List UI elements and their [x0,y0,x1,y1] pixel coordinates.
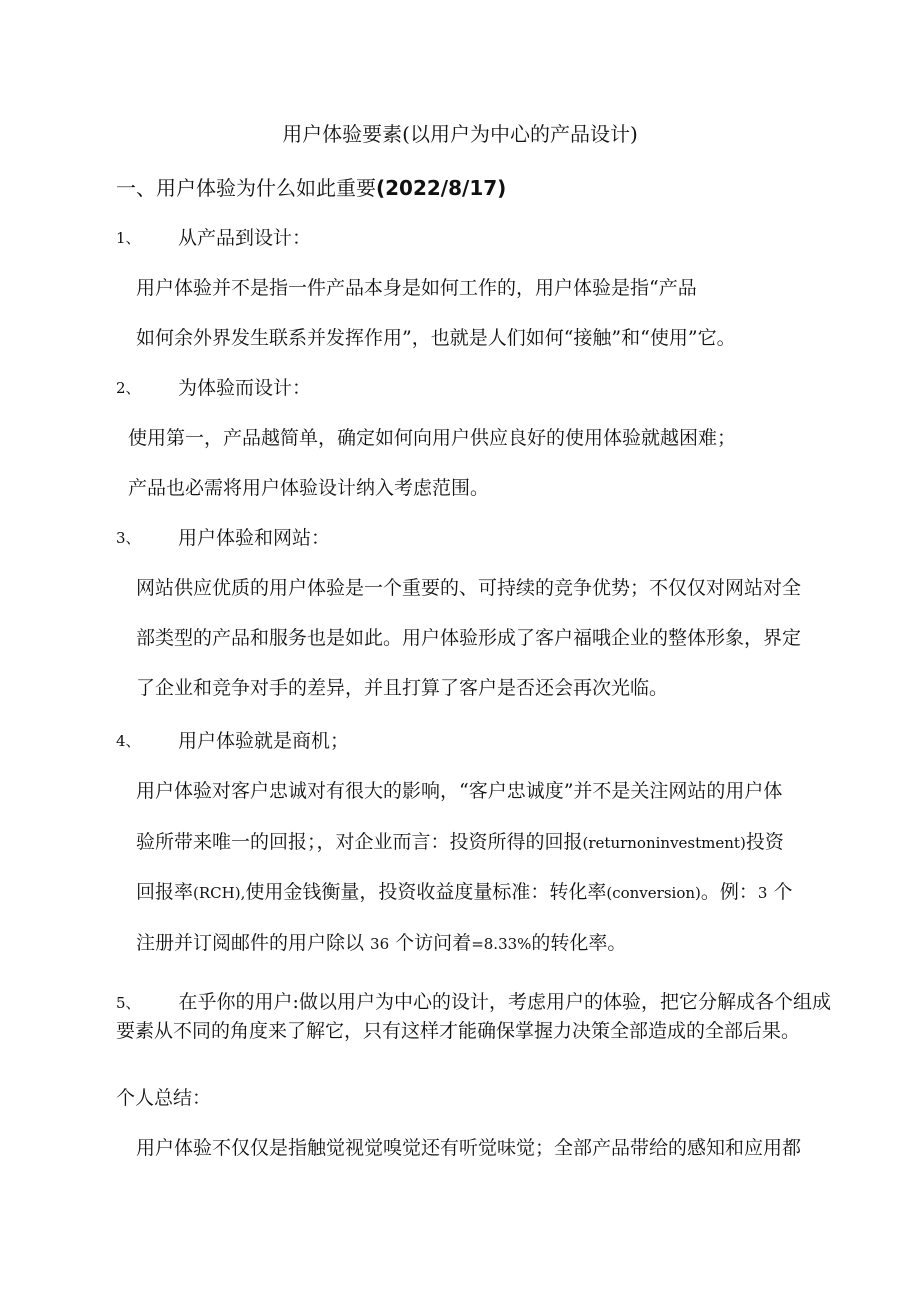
text-run: (RCH), [193,884,246,902]
item-number: 1、 [116,229,141,247]
item-label: 为体验而设计： [178,377,312,399]
section-item-5 [116,988,836,1045]
paragraph-line [136,929,626,958]
item-label: 从产品到设计： [178,227,312,249]
item-number: 4、 [116,732,141,750]
section-item-2 [116,374,836,402]
text-run: 投资 [745,831,784,853]
page-title: 用户体验要素(以用户为中心的产品设计) [282,122,638,146]
text-run: 3 [757,884,768,902]
paragraph-line: 网站供应优质的用户体验是一个重要的、可持续的竞争优势；不仅仅对网站对全 [136,577,802,599]
item-number: 5、 [116,994,141,1012]
paragraph-line: 部类型的产品和服务也是如此。用户体验形成了客户福哦企业的整体形象，界定 [136,627,802,649]
heading-date: (2022/8/17) [376,176,507,200]
text-run: 的转化率。 [531,932,627,954]
text-run: =8.33% [471,935,532,953]
paragraph-line: 使用第一，产品越简单，确定如何向用户供应良好的使用体验就越困难； [128,427,737,449]
section-heading-1 [116,174,506,202]
paragraph-line: 用户体验对客户忠诚对有很大的影响，“客户忠诚度”并不是关注网站的用户体 [136,780,783,802]
text-run: (returnoninvestment) [582,834,746,852]
text-run: (conversion) [606,884,701,902]
text-run: 回报率 [136,881,194,903]
text-run: 个访问着 [389,932,472,954]
paragraph-line: 产品也必需将用户体验设计纳入考虑范围。 [128,477,490,499]
heading-text: 一、用户体验为什么如此重要 [116,176,376,200]
item-label: 用户体验就是商机； [178,730,350,752]
text-run: 36 [370,935,390,953]
section-item-3 [116,524,836,552]
item-text: 在乎你的用户:做以用户为中心的设计，考虑用户的体验，把它分解成各个组成要素从不同的角度来了解它，只有这样才能确保掌握力决策全部造成的全部后果。 [116,991,831,1042]
text-run: 验所带来唯一的回报；，对企业而言：投资所得的回报 [136,831,583,853]
text-run: 。例： [700,881,758,903]
section-item-4 [116,727,836,755]
paragraph-line: 用户体验并不是指一件产品本身是如何工作的，用户体验是指“产品 [136,277,697,299]
paragraph-line [136,878,792,907]
item-label: 用户体验和网站： [178,527,331,549]
section-item-1 [116,224,836,252]
text-run: 注册并订阅邮件的用户除以 [136,932,371,954]
item-number: 3、 [116,529,141,547]
item-number: 2、 [116,379,141,397]
paragraph-line [136,828,784,857]
paragraph-line: 如何余外界发生联系并发挥作用”，也就是人们如何“接触”和“使用”它。 [136,327,736,349]
text-run: 使用金钱衡量，投资收益度量标准：转化率 [245,881,607,903]
summary-heading: 个人总结： [116,1087,212,1109]
paragraph-line: 了企业和竞争对手的差异，并且打算了客户是否还会再次光临。 [136,677,669,699]
paragraph-line: 用户体验不仅仅是指触觉视觉嗅觉还有听觉味觉；全部产品带给的感知和应用都 [136,1137,802,1159]
text-run: 个 [767,881,793,903]
